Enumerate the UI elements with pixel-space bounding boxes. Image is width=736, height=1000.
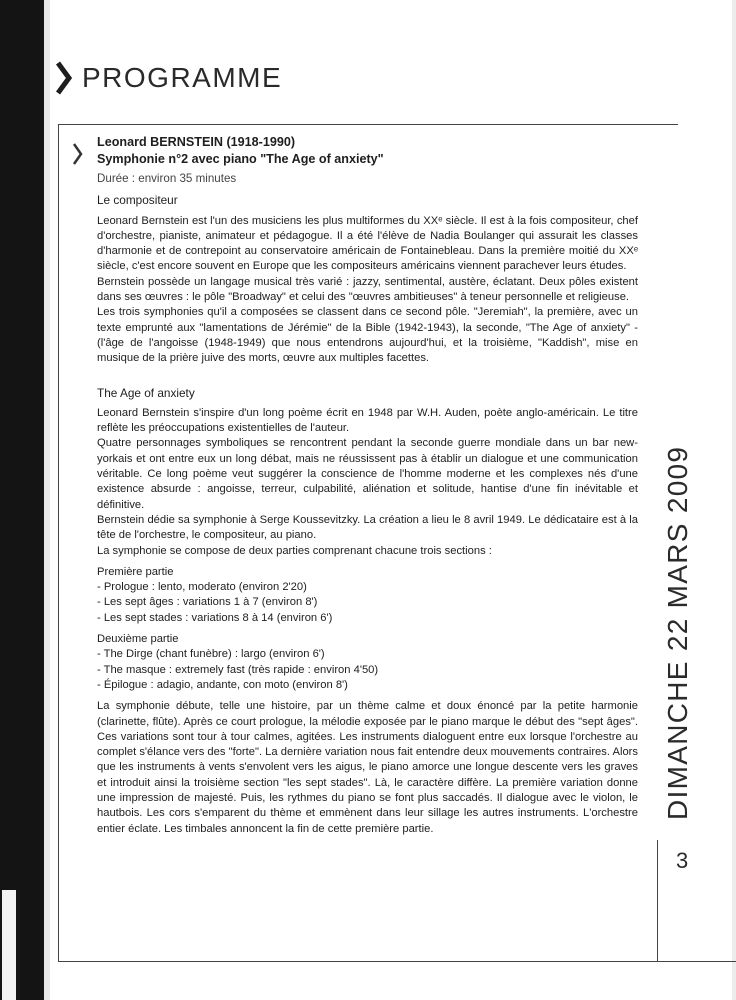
frame-left-rule [58,124,59,961]
frame-right-rule [657,840,658,961]
paragraph: Quatre personnages symboliques se rencontrent pendant la seconde guerre mondiale dans un bar new-yorkais et ont entre eux un long débat, mais ne réussissent pas à établir un dialogue et une communication véritable. Ce long poème veut suggérer la conscience de l'homme moderne et les complexes nés d'une existence absurde : angoisse, terreur, culpabilité, aliénation et solitude, hantise d'une fin inévitable et définitive. [97,437,638,511]
frame-bottom-rule [58,961,736,962]
paragraph: Les trois symphonies qu'il a composées se classent dans ce second pôle. "Jeremiah", la première, avec un texte emprunté aux "lamentations de Jérémie" de la Bible (1942-1943), la seconde, "The Age of anxiety" - (l'âge de l'angoisse (1948-1949) que nous entendrons aujourd'hui, et la troisième, "Kaddish", mise en musique de la prière juive des morts, œuvre aux multiples facettes. [97,306,638,365]
concert-date: DIMANCHE 22 MARS 2009 [662,445,693,820]
list-item: - Les sept âges : variations 1 à 7 (environ 8') [97,596,318,609]
page-number: 3 [676,848,689,873]
programme-content [97,134,638,837]
section-heading-composer: Le compositeur [97,193,178,208]
part-two-heading: Deuxième partie [97,633,179,646]
paragraph: La symphonie se compose de deux parties comprenant chacune trois sections : [97,544,492,557]
page-inner-edge [44,0,50,1000]
list-item: - The Dirge (chant funèbre) : largo (environ 6') [97,648,325,661]
work-duration: Durée : environ 35 minutes [97,172,237,185]
composer-name: Leonard BERNSTEIN (1918-1990) [97,135,296,149]
list-item: - Prologue : lento, moderato (environ 2'20) [97,581,307,594]
chevron-right-icon [54,60,74,96]
part-one-heading: Première partie [97,565,174,578]
paragraph: Leonard Bernstein est l'un des musiciens les plus multiformes du XXᵉ siècle. Il est à la fois compositeur, chef d'orchestre, pianiste, animateur et pédagogue. Il a été l'élève de Nadia Boulanger qui assurait les classes d'harmonie et de contrepoint au conservatoire américain de Fontainebleau. Dans la première moitié du XXᵉ siècle, c'est encore souvent en Europe que les compositeurs américains viennent parachever leurs études. [97,214,638,273]
page-title: PROGRAMME [82,62,283,93]
list-item: - Les sept stades : variations 8 à 14 (environ 6') [97,611,333,624]
chevron-right-icon [72,142,84,166]
frame-top-rule [58,124,678,125]
section-header [54,58,282,98]
paragraph: La symphonie débute, telle une histoire, par un thème calme et doux énoncé par la petite harmonie (clarinette, flûte). Après ce court prologue, la mélodie exposée par le piano marque le début des "sept âges". Ces variations sont tour à tour calmes, agitées. Les instruments dialoguent entre eux lorsque l'orchestre au complet s'élance vers des "forte". La dernière variation nous fait entendre deux mouvements contraires. Alors que les instruments à vents s'envolent vers les aigus, le piano amorce une longue descente vers les graves et introduit ainsi la troisième section "les sept stades". Là, le caractère diffère. La première variation donne une impression de majesté. Puis, les rythmes du piano se font plus saccadés. Il dialogue avec le violon, le hautbois. Les cors s'emparent du thème et emmènent dans leur sillage les autres instruments. L'orchestre entier éclate. Les timbales annoncent la fin de cette première partie. [97,700,638,835]
page-outer-edge [732,0,736,1000]
page-binding-shadow [0,0,44,1000]
list-item: - The masque : extremely fast (très rapide : environ 4'50) [97,663,379,676]
section-heading-age-of-anxiety: The Age of anxiety [97,385,195,400]
paragraph: Bernstein possède un langage musical très varié : jazzy, sentimental, austère, éclatant. Deux pôles existent dans ses œuvres : le pôle "Broadway" et celui des "œuvres ambitieuses" à teneur personnelle et religieuse. [97,275,638,304]
list-item: - Épilogue : adagio, andante, con moto (environ 8') [97,678,348,691]
paragraph: Bernstein dédie sa symphonie à Serge Koussevitzky. La création a lieu le 8 avril 1949. Le dédicataire est à la tête de l'orchestre, le compositeur, au piano. [97,513,638,542]
section-gap [97,367,638,379]
work-title: Symphonie n°2 avec piano "The Age of anxiety" [97,152,384,166]
binding-mark [2,890,16,1000]
paragraph: Leonard Bernstein s'inspire d'un long poème écrit en 1948 par W.H. Auden, poète anglo-américain. Le titre reflète les préoccupations existentielles de l'auteur. [97,406,638,435]
